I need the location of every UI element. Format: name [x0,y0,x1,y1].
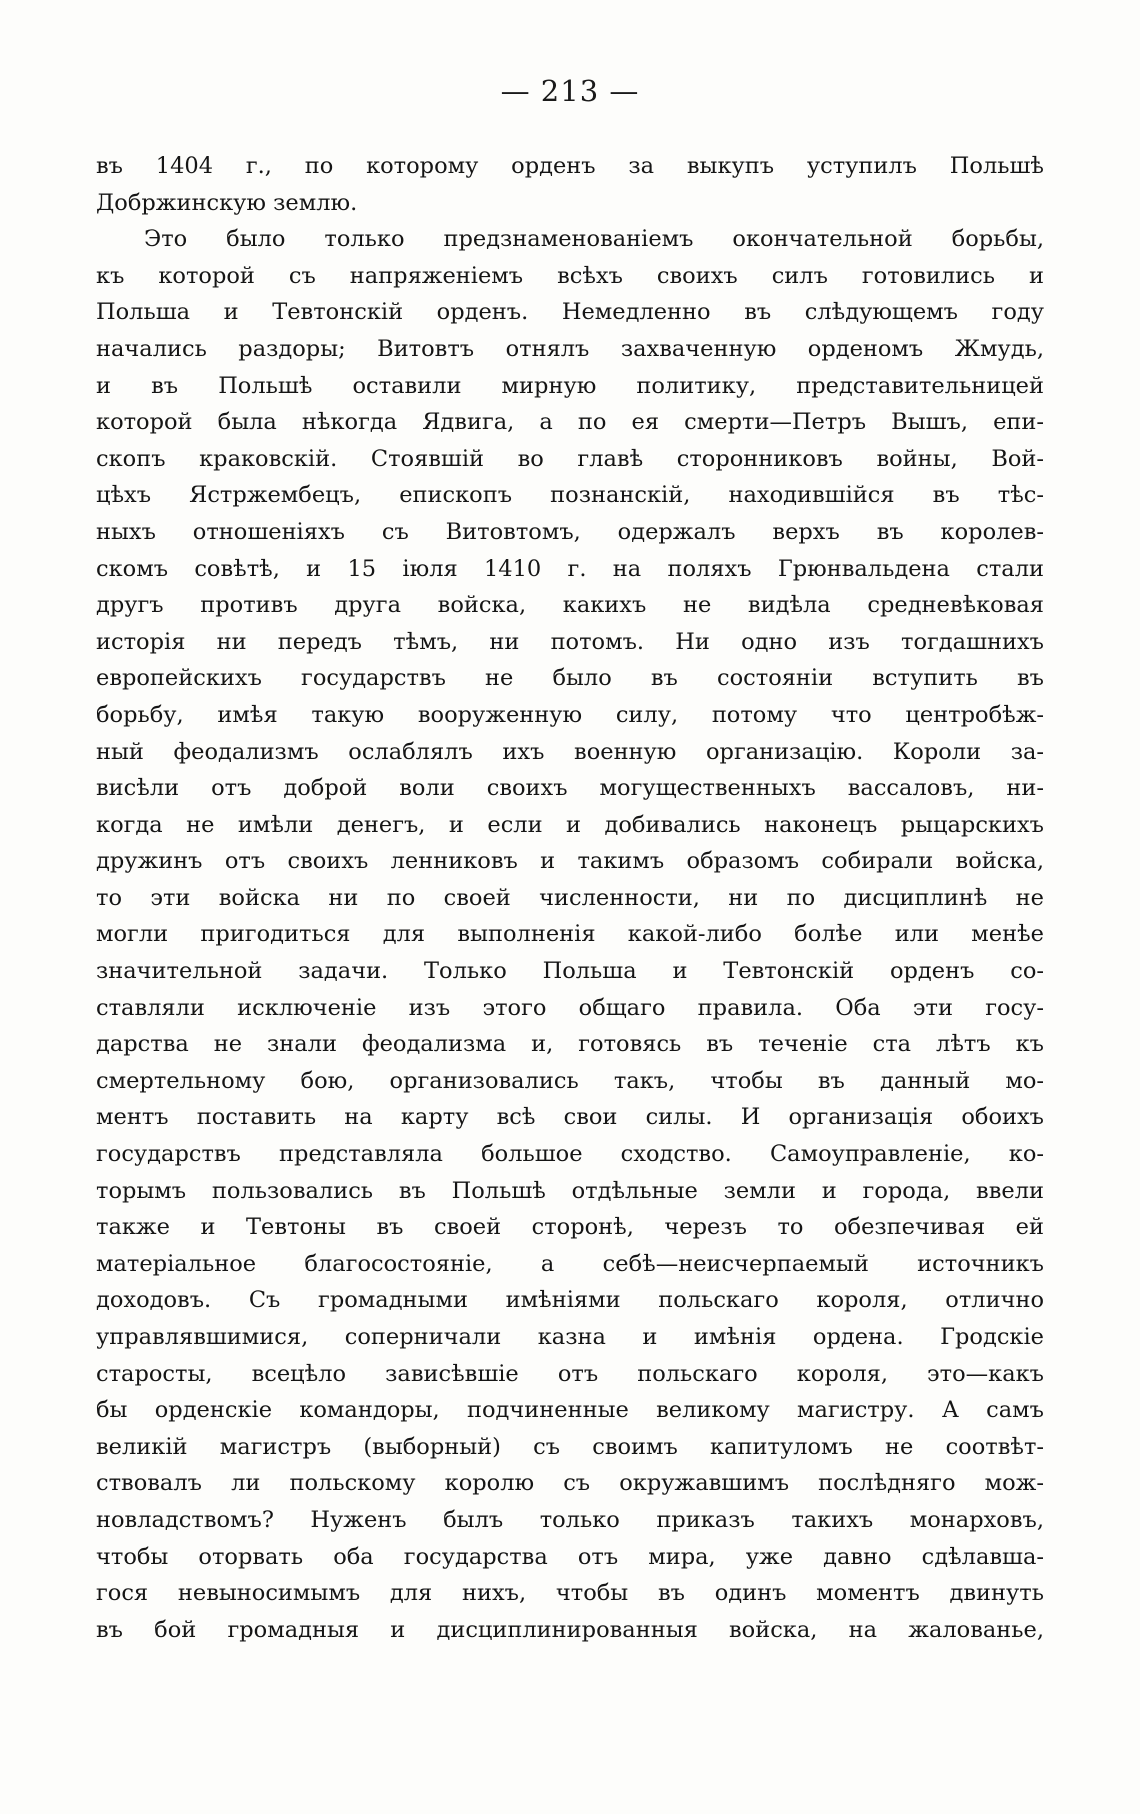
text-line: управлявшимися, соперничали казна и имѣнія ордена. Гродскіе [96,1324,1044,1350]
text-line: скомъ совѣтѣ, и 15 іюля 1410 г. на поляхъ Грюнвальдена стали [96,555,1044,582]
text-line: значительной задачи. Только Польша и Тевтонскій орденъ со- [96,958,1044,985]
text-line: чтобы оторвать оба государства отъ мира, уже давно сдѣлавша- [96,1543,1044,1570]
text-line: гося невыносимымъ для нихъ, чтобы въ одинъ моментъ двинуть [96,1580,1044,1607]
text-line: матеріальное благосостояніе, а себѣ—неисчерпаемый источникъ [96,1250,1044,1277]
body-text [96,148,1044,1648]
text-line: въ бой громадныя и дисциплинированныя войска, на жалованье, [96,1616,1044,1643]
text-line: также и Тевтоны въ своей сторонѣ, черезъ то обезпечивая ей [96,1214,1044,1241]
text-line: ментъ поставить на карту всѣ свои силы. И организація обоихъ [96,1104,1044,1131]
text-line: начались раздоры; Витовтъ отнялъ захваченную орденомъ Жмудь, [96,335,1044,362]
text-line: къ которой съ напряженіемъ всѣхъ своихъ силъ готовились и [96,262,1044,289]
text-line: ставляли исключеніе изъ этого общаго правила. Оба эти госу- [96,994,1044,1021]
text-line: государствъ представляла большое сходство. Самоуправленіе, ко- [96,1141,1044,1168]
text-line: новладствомъ? Нуженъ былъ только приказъ такихъ монарховъ, [96,1506,1044,1533]
text-line: ствовалъ ли польскому королю съ окружавшимъ послѣдняго мож- [96,1470,1044,1497]
text-line: скопъ краковскій. Стоявшій во главѣ сторонниковъ войны, Вой- [96,445,1044,472]
text-line: въ 1404 г., по которому орденъ за выкупъ уступилъ Польшѣ [96,153,1044,179]
text-line: висѣли отъ доброй воли своихъ могущественныхъ вассаловъ, ни- [96,775,1044,802]
text-line: дарства не знали феодализма и, готовясь въ теченіе ста лѣтъ къ [96,1031,1044,1058]
text-line: то эти войска ни по своей численности, ни по дисциплинѣ не [96,884,1044,911]
page-number: — 213 — [500,74,640,108]
text-line: европейскихъ государствъ не было въ состояніи вступить въ [96,665,1044,692]
text-line: когда не имѣли денегъ, и если и добивались наконецъ рыцарскихъ [96,811,1044,838]
text-line: доходовъ. Съ громадными имѣніями польскаго короля, отлично [96,1287,1044,1314]
text-line: бы орденскіе командоры, подчиненные великому магистру. А самъ [96,1397,1044,1424]
text-line: торымъ пользовались въ Польшѣ отдѣльные земли и города, ввели [96,1177,1044,1204]
text-line: смертельному бою, организовались такъ, чтобы въ данный мо- [96,1067,1044,1094]
text-line: могли пригодиться для выполненія какой-либо болѣе или менѣе [96,921,1044,948]
text-line: которой была нѣкогда Ядвига, а по ея смерти—Петръ Вышъ, епи- [96,409,1044,436]
text-line: другъ противъ друга войска, какихъ не видѣла средневѣковая [96,592,1044,619]
text-line: борьбу, имѣя такую вооруженную силу, потому что центробѣж- [96,701,1044,728]
text-line: ныхъ отношеніяхъ съ Витовтомъ, одержалъ верхъ въ королев- [96,518,1044,545]
text-line: Польша и Тевтонскій орденъ. Немедленно въ слѣдующемъ году [96,299,1044,326]
text-line: ный феодализмъ ослаблялъ ихъ военную организацію. Короли за- [96,738,1044,765]
text-line: Это было только предзнаменованіемъ окончательной борьбы, [144,226,1044,253]
text-line: Добржинскую землю. [96,189,358,216]
text-line: великій магистръ (выборный) съ своимъ капитуломъ не соотвѣт- [96,1433,1044,1460]
text-line: дружинъ отъ своихъ ленниковъ и такимъ образомъ собирали войска, [96,848,1044,875]
text-line: исторія ни передъ тѣмъ, ни потомъ. Ни одно изъ тогдашнихъ [96,628,1044,655]
text-line: цѣхъ Ястржембецъ, епископъ познанскій, находившійся въ тѣс- [96,482,1044,509]
text-line: старосты, всецѣло зависѣвшіе отъ польскаго короля, это—какъ [96,1360,1044,1387]
text-line: и въ Польшѣ оставили мирную политику, представительницей [96,372,1044,399]
